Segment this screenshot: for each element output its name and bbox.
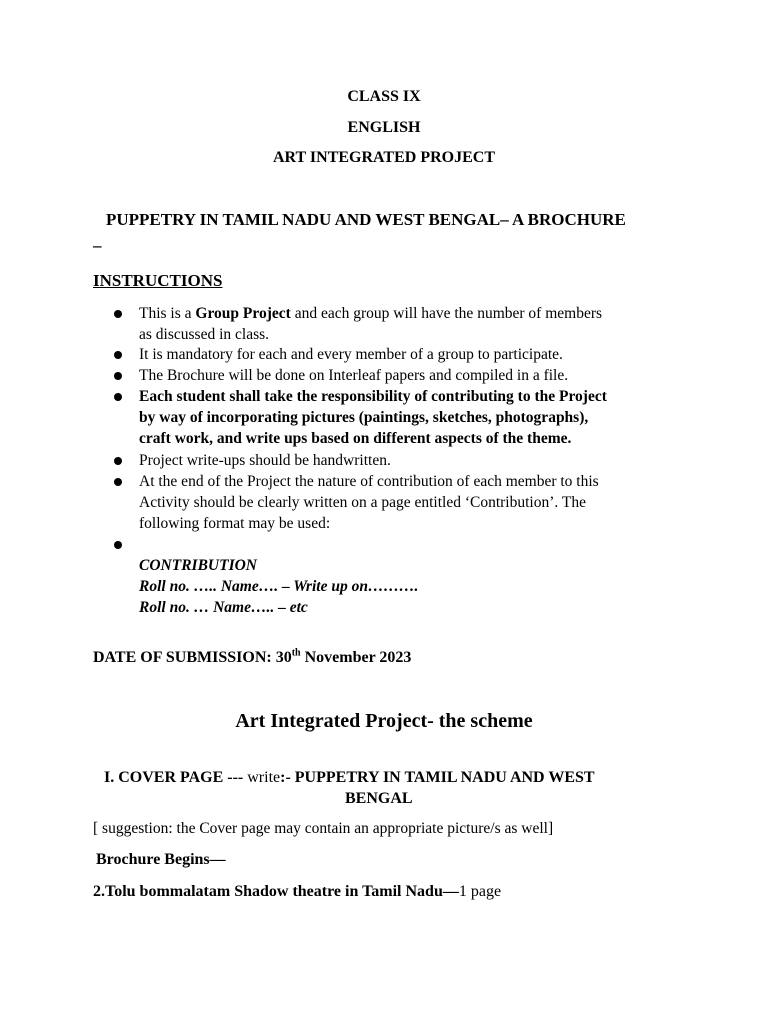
cover-page-line: I. COVER PAGE --- write:- PUPPETRY IN TAMIL NADU AND WEST <box>104 769 595 786</box>
bullet-icon <box>114 372 122 380</box>
instruction-item-handwritten: Project write-ups should be handwritten. <box>139 452 391 469</box>
bullet-icon <box>114 310 122 318</box>
instruction-item-contribution: At the end of the Project the nature of contribution of each member to this <box>139 473 599 490</box>
instruction-item-responsibility-cont: by way of incorporating pictures (paintings, sketches, photographs), <box>139 409 589 426</box>
brochure-begins: Brochure Begins— <box>96 851 226 868</box>
bullet-icon <box>114 478 122 486</box>
project-line: ART INTEGRATED PROJECT <box>273 149 495 166</box>
cover-suggestion: [ suggestion: the Cover page may contain an appropriate picture/s as well] <box>93 820 554 837</box>
submission-date: DATE OF SUBMISSION: 30th November 2023 <box>93 647 412 666</box>
bullet-icon <box>114 457 122 465</box>
bullet-icon <box>114 541 122 549</box>
subject-line: ENGLISH <box>347 119 421 136</box>
bullet-icon <box>114 351 122 359</box>
contribution-row: Roll no. ….. Name…. – Write up on………. <box>139 578 419 595</box>
topic-title: PUPPETRY IN TAMIL NADU AND WEST BENGAL– A BROCHURE <box>106 210 626 229</box>
instruction-item-mandatory: It is mandatory for each and every member of a group to participate. <box>139 346 563 363</box>
instruction-item-contribution-cont: Activity should be clearly written on a page entitled ‘Contribution’. The <box>139 494 586 511</box>
scheme-title: Art Integrated Project- the scheme <box>235 710 533 732</box>
instruction-item-group-project: This is a Group Project and each group will have the number of members <box>139 305 603 322</box>
instructions-heading: INSTRUCTIONS <box>93 271 223 290</box>
instruction-item-group-project-cont: as discussed in class. <box>139 326 270 343</box>
contribution-row: Roll no. … Name….. – etc <box>139 599 308 616</box>
topic-trailing-dash: – <box>93 236 102 255</box>
scheme-item-tolu-bommalatam: 2.Tolu bommalatam Shadow theatre in Tamil Nadu—1 page <box>93 883 502 900</box>
class-line: CLASS IX <box>347 88 421 105</box>
cover-page-line-cont: BENGAL <box>345 790 413 807</box>
bullet-icon <box>114 393 122 401</box>
contribution-heading: CONTRIBUTION <box>139 557 257 574</box>
instruction-item-responsibility: Each student shall take the responsibility of contributing to the Project <box>139 388 607 405</box>
instruction-item-contribution-cont: following format may be used: <box>139 515 331 532</box>
instruction-item-responsibility-cont: craft work, and write ups based on different aspects of the theme. <box>139 430 572 447</box>
instruction-item-brochure: The Brochure will be done on Interleaf papers and compiled in a file. <box>139 367 569 384</box>
